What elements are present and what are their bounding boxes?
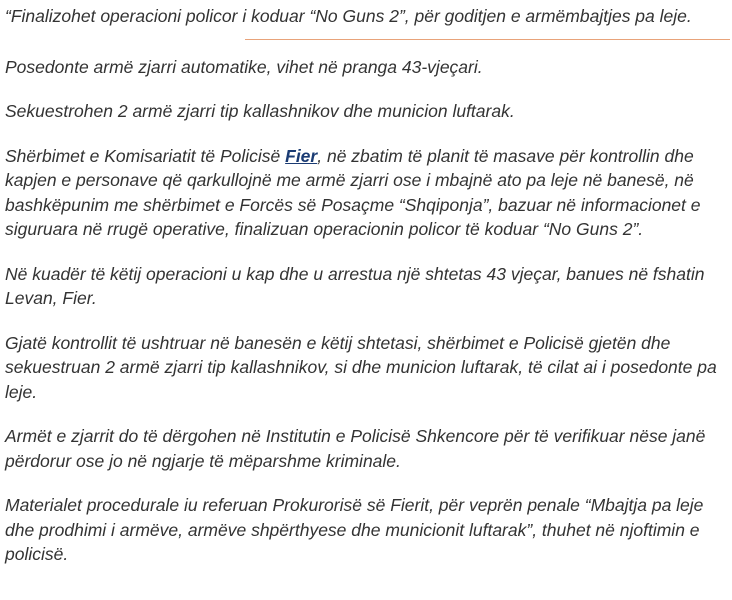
paragraph-forensics: Armët e zjarrit do të dërgohen në Institutin e Policisë Shkencore për të verifikuar nëse janë përdorur ose jo në ngjarje të mëparshme kriminale. <box>5 426 706 471</box>
separator-line <box>245 39 730 40</box>
intro-paragraph: “Finalizohet operacioni policor i koduar “No Guns 2”, për goditjen e armëmbajtjes pa leje. <box>5 6 692 26</box>
paragraph-arrest: Në kuadër të këtij operacioni u kap dhe u arrestua një shtetas 43 vjeçar, banues në fshatin Levan, Fier. <box>5 263 705 308</box>
paragraph-operation <box>5 144 724 242</box>
paragraph-prosecution: Materialet procedurale iu referuan Prokurorisë së Fierit, për veprën penale “Mbajtja pa leje dhe prodhimi i armëve, armëve shpërthyese dhe municionit luftarak”, thuhet në njoftimin e policisë. <box>5 495 704 564</box>
paragraph-operation-text-end: , në zbatim të planit të masave për kontrollin dhe kapjen e personave që qarkullojnë me armë zjarri ose i mbajnë ato pa leje në banesë, në bashkëpunim me shërbimet e Forcës së Posaçme “Shqiponja”, bazuar në informacionet e siguruara në rrugë operative, finalizuan operacionin policor të koduar “No Guns 2”. <box>5 145 701 239</box>
fier-link[interactable]: Fier <box>285 145 318 166</box>
paragraph-search: Gjatë kontrollit të ushtruar në banesën e këtij shtetasi, shërbimet e Policisë gjetën dhe sekuestruan 2 armë zjarri tip kallashnikov, si dhe municion luftarak, të cilat ai i posedonte pa leje. <box>5 332 717 402</box>
subheading-seizure: Sekuestrohen 2 armë zjarri tip kallashnikov dhe municion luftarak. <box>5 101 515 121</box>
subheading-arrest: Posedonte armë zjarri automatike, vihet në pranga 43-vjeçari. <box>5 56 483 77</box>
paragraph-operation-text-start: Shërbimet e Komisariatit të Policisë <box>5 145 286 166</box>
